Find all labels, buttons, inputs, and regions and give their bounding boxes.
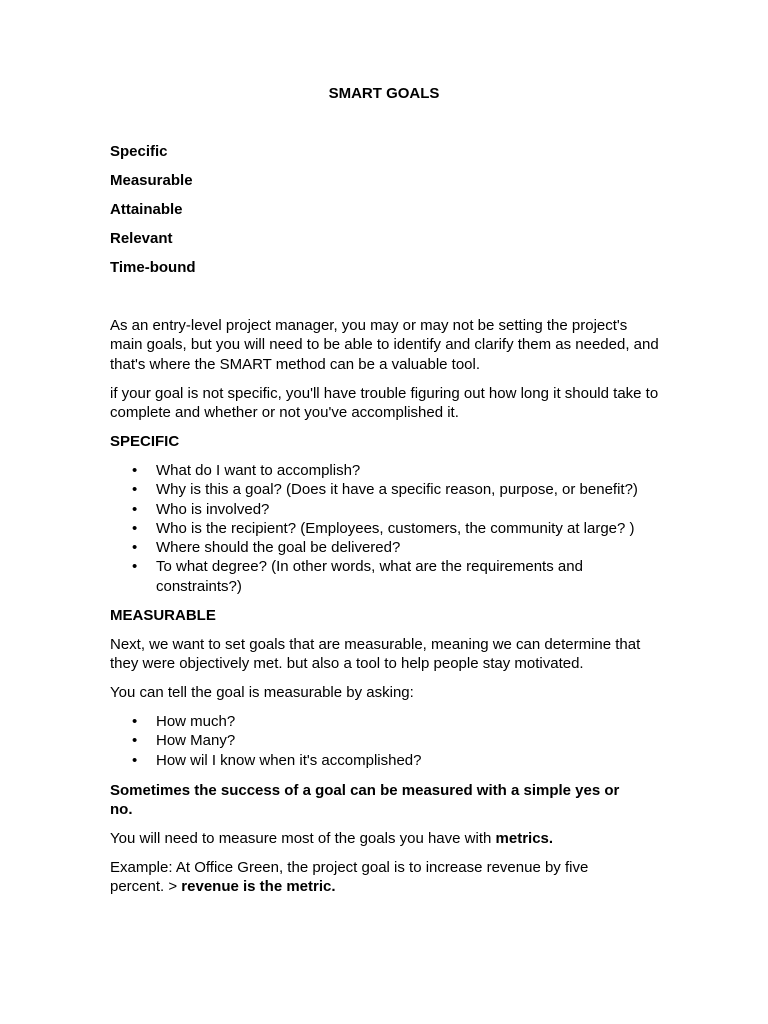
list-item: • Who is involved? <box>132 500 270 518</box>
example-emphasis: revenue is the metric. <box>181 878 336 896</box>
bullet-icon: • <box>132 500 138 518</box>
bullet-icon: • <box>132 751 138 769</box>
intro-paragraph: As an entry-level project manager, you may or may not be setting the project's main goals, but you will need to be able to identify and clarify them as needed, and that's where the SMART method can be a valuable tool. <box>110 317 659 373</box>
list-item: • To what degree? (In other words, what are the requirements and constraints?) <box>132 558 583 595</box>
specific-heading: SPECIFIC <box>110 433 180 450</box>
bullet-icon: • <box>132 558 138 576</box>
measurable-paragraph: Next, we want to set goals that are measurable, meaning we can determine that they were objectively met. but also a tool to help people stay motivated. <box>110 636 641 673</box>
smart-word-time-bound: Time-bound <box>110 259 196 276</box>
bullet-icon: • <box>132 539 138 557</box>
bullet-icon: • <box>132 519 138 537</box>
measurable-ask-line: You can tell the goal is measurable by asking: <box>110 684 414 701</box>
metrics-sentence: You will need to measure most of the goals you have with metrics. <box>110 830 554 847</box>
example-sentence: Example: At Office Green, the project goal is to increase revenue by five percent. > revenue is the metric. <box>110 859 589 896</box>
specific-question-list <box>110 461 660 596</box>
smart-word-specific: Specific <box>110 143 168 160</box>
document-title: SMART GOALS <box>328 85 440 102</box>
smart-word-measurable: Measurable <box>110 172 193 189</box>
measurable-question-list <box>110 712 660 770</box>
smart-word-attainable: Attainable <box>110 201 183 218</box>
list-item: • What do I want to accomplish? <box>132 462 361 479</box>
list-item: • How Many? <box>132 732 236 750</box>
list-item: • How much? <box>132 713 236 730</box>
bullet-icon: • <box>132 462 138 479</box>
list-item: • How wil I know when it's accomplished? <box>132 751 422 769</box>
specific-intro-paragraph: if your goal is not specific, you'll have trouble figuring out how long it should take to complete and whether or not you've accomplished it. <box>110 385 659 422</box>
list-item: • Where should the goal be delivered? <box>132 539 401 557</box>
yes-no-statement: Sometimes the success of a goal can be measured with a simple yes or no. <box>110 782 620 819</box>
measurable-heading: MEASURABLE <box>110 607 216 624</box>
list-item: • Who is the recipient? (Employees, customers, the community at large? ) <box>132 519 635 537</box>
bullet-icon: • <box>132 732 138 750</box>
smart-acronym-list <box>110 142 660 287</box>
smart-word-relevant: Relevant <box>110 230 173 247</box>
bullet-icon: • <box>132 713 138 730</box>
metrics-emphasis: metrics. <box>495 830 554 847</box>
list-item: • Why is this a goal? (Does it have a specific reason, purpose, or benefit?) <box>132 481 638 499</box>
bullet-icon: • <box>132 481 138 499</box>
